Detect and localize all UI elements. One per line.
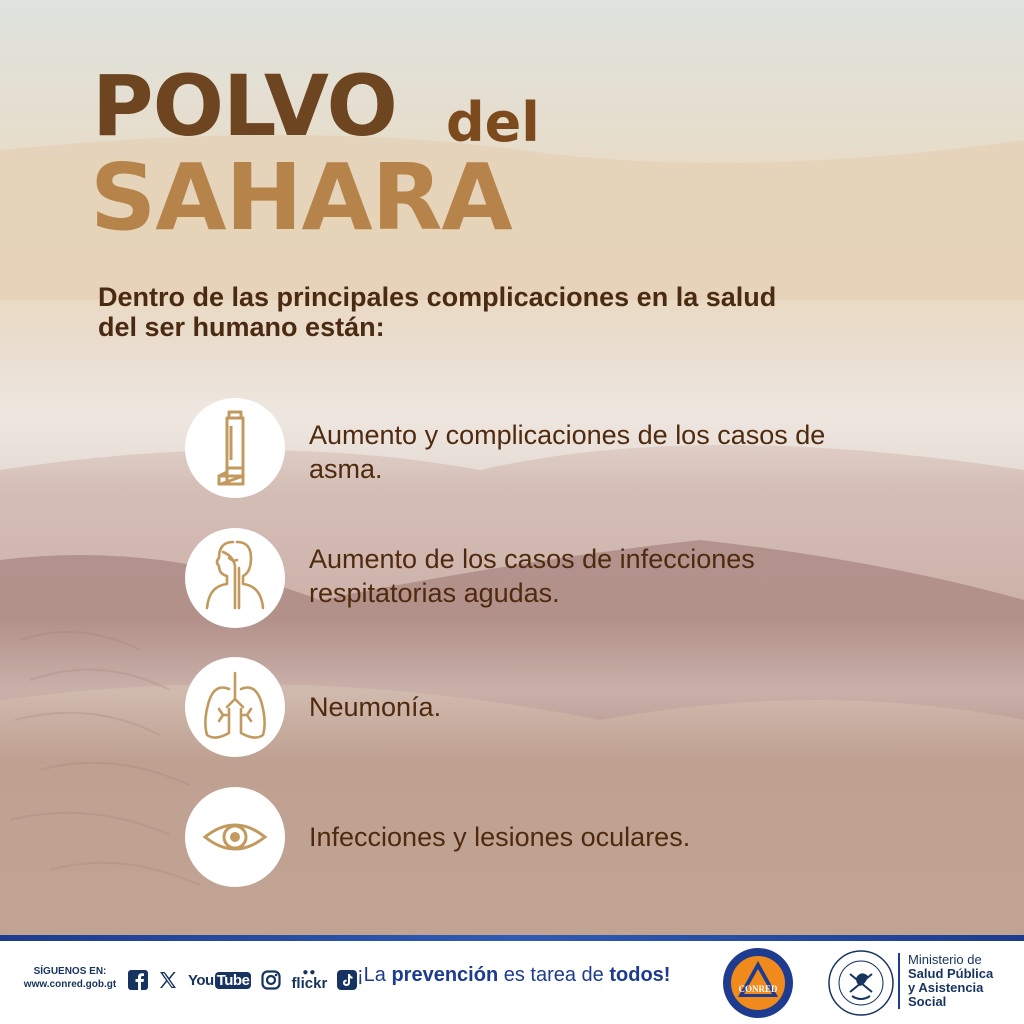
flickr-dots: ●● (302, 967, 317, 978)
item-text: Aumento y complicaciones de los casos de asma. (309, 420, 826, 484)
slogan-part: todos (609, 964, 664, 986)
ministry-line: Social (908, 994, 947, 1009)
x-twitter-icon[interactable] (158, 970, 178, 990)
website-link[interactable]: www.conred.gob.gt (23, 979, 117, 990)
item-text: Infecciones y lesiones oculares. (309, 822, 691, 852)
youtube-icon[interactable] (188, 972, 251, 989)
ministry-line: Salud Pública (908, 966, 994, 981)
lungs-icon (185, 657, 285, 757)
tiktok-icon[interactable] (337, 970, 357, 990)
icon-circle (185, 528, 285, 628)
respiratory-system-icon (185, 528, 285, 628)
slogan (357, 964, 670, 987)
instagram-icon[interactable] (261, 970, 281, 990)
slogan-part: ¡La (357, 964, 392, 986)
guatemala-emblem (826, 948, 896, 1018)
facebook-icon[interactable] (128, 970, 148, 990)
ministry-line: y Asistencia (908, 980, 984, 995)
title-polvo: POLVO (92, 57, 397, 155)
conred-label: CONRED (738, 984, 778, 994)
ministry-line: Ministerio de (908, 952, 982, 967)
title-sahara: SAHARA (90, 144, 512, 251)
flickr-icon[interactable] (291, 969, 327, 991)
inhaler-icon (185, 398, 285, 498)
slogan-part: ! (663, 964, 671, 986)
item-text: Neumonía. (309, 692, 442, 722)
title-del: del (446, 91, 540, 154)
ministry-logo-text (898, 953, 993, 1009)
follow-us (18, 965, 122, 991)
youtube-tube: Tube (216, 971, 250, 989)
youtube-you: You (188, 971, 214, 989)
flickr-label: flickr (291, 975, 328, 992)
list-item-eye (185, 787, 905, 887)
list-item-pneumonia (185, 657, 905, 757)
slogan-part: prevención (391, 964, 499, 986)
footer-stripe (0, 935, 1024, 941)
slogan-part: es tarea de (498, 964, 610, 986)
icon-circle (185, 657, 285, 757)
follow-label: SÍGUENOS EN: (33, 966, 107, 977)
conred-logo (722, 947, 794, 1019)
icon-circle (185, 787, 285, 887)
social-links (128, 966, 357, 994)
list-item-respiratory (185, 528, 905, 628)
list-item-asthma (185, 398, 905, 498)
eye-icon (185, 787, 285, 887)
intro-text: Dentro de las principales complicaciones en la salud del ser humano están: (98, 282, 777, 342)
item-text: Aumento de los casos de infecciones respitatorias agudas. (309, 544, 755, 608)
icon-circle (185, 398, 285, 498)
